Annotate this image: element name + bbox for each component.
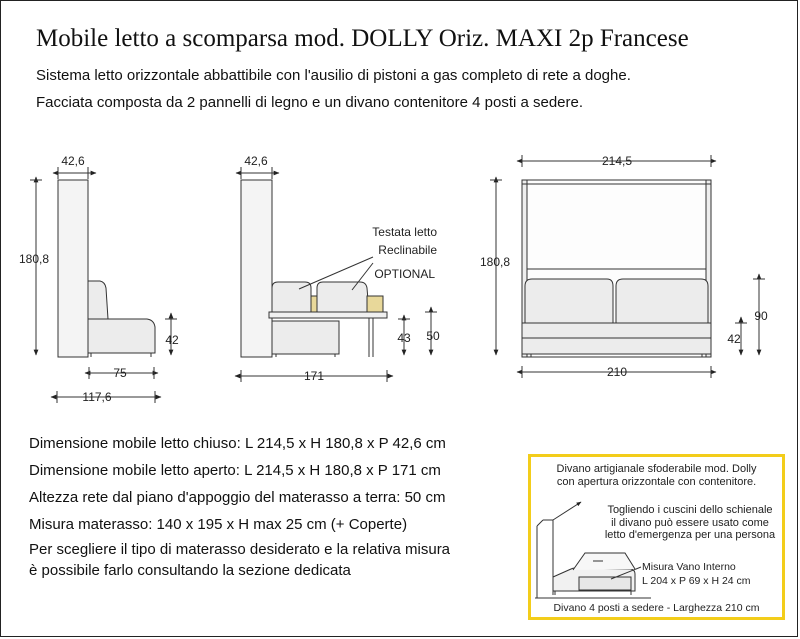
description-line-2: Facciata composta da 2 pannelli di legno e un divano contenitore 4 posti a sedere. <box>36 94 584 111</box>
front-seat-height-label: 42 <box>727 332 741 346</box>
frame-height-label: 43 <box>397 331 411 345</box>
page-title: Mobile letto a scomparsa mod. DOLLY Oriz. MAXI 2p Francese <box>36 25 689 52</box>
open-total-depth-label: 171 <box>303 369 325 383</box>
storage-size-dimensions: L 204 x P 69 x H 24 cm <box>642 575 751 587</box>
closed-height-label: 180,8 <box>18 252 50 266</box>
sofa-width-label: 210 <box>606 365 628 379</box>
specifications-list <box>29 430 450 581</box>
storage-size <box>642 560 751 588</box>
closed-seat-height-label: 42 <box>165 333 179 347</box>
spec-note-line-2: è possibile farlo consultando la sezione dedicata <box>29 562 351 579</box>
spec-net-height: Altezza rete dal piano d'appoggio del materasso a terra: 50 cm <box>29 489 446 506</box>
front-view <box>490 155 765 378</box>
spec-closed: Dimensione mobile letto chiuso: L 214,5 x H 180,8 x P 42,6 cm <box>29 435 446 452</box>
sofa-info-description-line-2: il divano può essere usato come <box>611 516 769 529</box>
spec-open: Dimensione mobile letto aperto: L 214,5 x H 180,8 x P 171 cm <box>29 462 441 479</box>
front-height-label: 180,8 <box>479 255 511 269</box>
total-depth-label: 117,6 <box>82 390 112 404</box>
seat-depth-label: 75 <box>113 366 127 380</box>
net-height-label: 50 <box>426 329 440 343</box>
open-depth-label: 42,6 <box>244 154 268 168</box>
headboard-label-line-1: Testata letto <box>372 225 437 239</box>
sofa-info-description-line-1: Togliendo i cuscini dello schienale <box>607 504 773 516</box>
optional-label: OPTIONAL <box>374 267 435 281</box>
sofa-info-header-line-1: Divano artigianale sfoderabile mod. Dolly <box>556 463 757 475</box>
sofa-info-box <box>528 454 785 620</box>
spec-note-line-1: Per scegliere il tipo di materasso desiderato e la relativa misura <box>29 541 451 558</box>
headboard-label-line-2: Reclinabile <box>378 243 437 257</box>
back-height-label: 90 <box>754 309 768 323</box>
storage-size-title: Misura Vano Interno <box>642 561 736 573</box>
sofa-info-header-line-2: con apertura orizzontale con contenitore. <box>556 476 757 488</box>
front-width-label: 214,5 <box>601 154 633 168</box>
spec-mattress: Misura materasso: 140 x 195 x H max 25 cm (+ Coperte) <box>29 516 408 533</box>
technical-drawings <box>1 1 799 431</box>
closed-depth-label: 42,6 <box>61 154 85 168</box>
description-line-1: Sistema letto orizzontale abbattibile con l'ausilio di pistoni a gas completo di rete a doghe. <box>36 67 631 84</box>
side-view-closed <box>30 167 177 403</box>
sofa-info-description-line-3: letto d'emergenza per una persona <box>604 529 776 541</box>
sofa-info-footer: Divano 4 posti a sedere - Larghezza 210 cm <box>553 602 760 614</box>
sofa-info-description <box>600 504 780 542</box>
